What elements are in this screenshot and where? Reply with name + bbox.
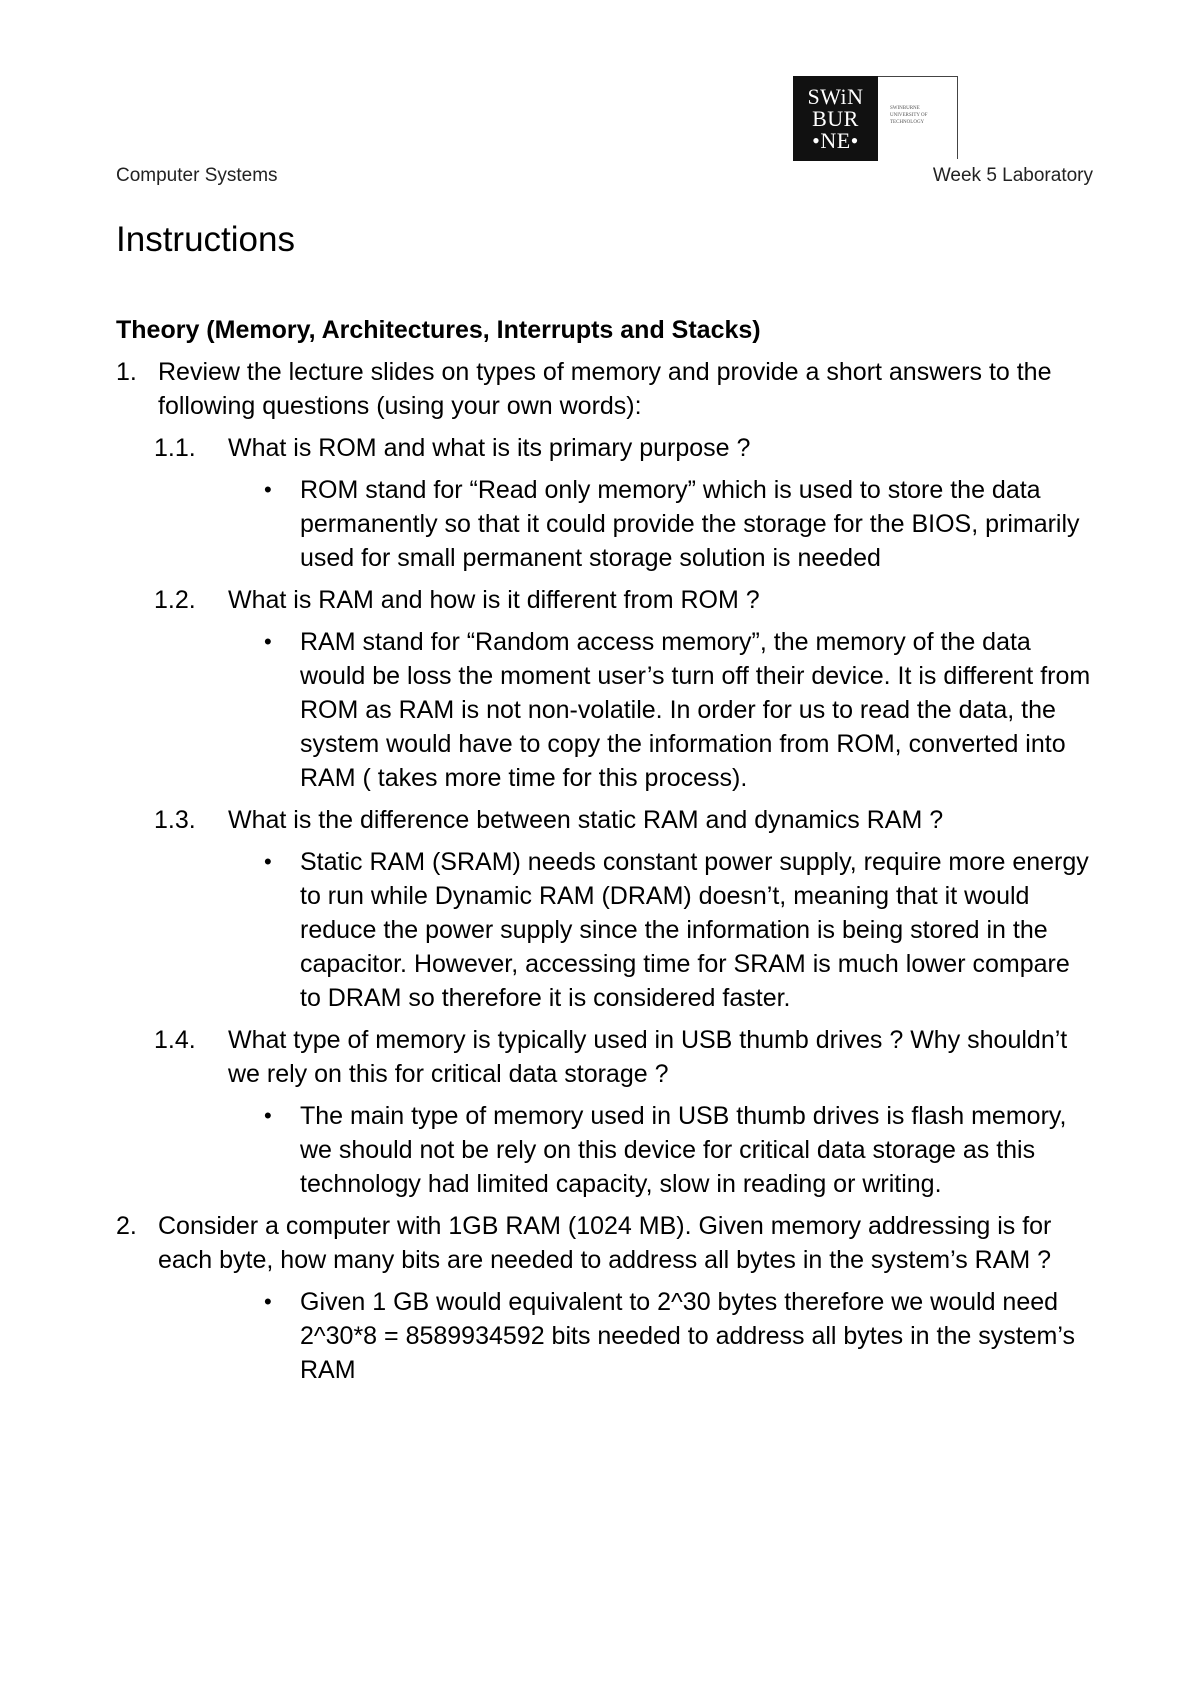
swinburne-logo: [793, 76, 959, 161]
question-1-3: [116, 803, 1096, 837]
answer-text: The main type of memory used in USB thumb drives is flash memory, we should not be rely on this device for critical data storage as this technology had limited capacity, slow in reading or writing.: [300, 1102, 1067, 1198]
question-number: 1.4.: [154, 1026, 196, 1054]
question-number: 1.3.: [154, 806, 196, 834]
question-text: What type of memory is typically used in USB thumb drives ? Why shouldn’t we rely on this for critical data storage ?: [228, 1026, 1068, 1088]
logo-line-1: SWiN: [807, 83, 864, 109]
bullet-icon: •: [264, 849, 272, 874]
question-text: Consider a computer with 1GB RAM (1024 MB). Given memory addressing is for each byte, how many bits are needed to address all bytes in the system’s RAM ?: [158, 1212, 1052, 1274]
answer-1-1: [116, 473, 1096, 575]
answer-text: Given 1 GB would equivalent to 2^30 bytes therefore we would need 2^30*8 = 8589934592 bits needed to address all bytes in the system’s RAM: [300, 1288, 1075, 1384]
document-body: [116, 313, 1096, 1395]
section-heading: Theory (Memory, Architectures, Interrupts and Stacks): [116, 316, 761, 344]
answer-1-2: [116, 625, 1096, 795]
question-1-1: [116, 431, 1096, 465]
logo-tagline-box: [878, 76, 958, 159]
question-number: 1.: [116, 358, 137, 386]
header-course: Computer Systems: [116, 165, 278, 186]
question-1-2: [116, 583, 1096, 617]
question-text: What is RAM and how is it different from ROM ?: [228, 586, 760, 614]
bullet-icon: •: [264, 477, 272, 502]
bullet-icon: •: [264, 1103, 272, 1128]
bullet-icon: •: [264, 1289, 272, 1314]
logo-line-2: BUR: [812, 105, 859, 131]
logo-mark: [793, 76, 878, 161]
question-text: Review the lecture slides on types of memory and provide a short answers to the following questions (using your own words):: [158, 358, 1052, 420]
question-text: What is the difference between static RAM and dynamics RAM ?: [228, 806, 944, 834]
logo-tagline: SWINBURNE UNIVERSITY OF TECHNOLOGY: [890, 106, 928, 125]
question-number: 1.1.: [154, 434, 196, 462]
answer-text: ROM stand for “Read only memory” which is used to store the data permanently so that it could provide the storage for the BIOS, primarily used for small permanent storage solution is needed: [300, 476, 1080, 572]
answer-text: RAM stand for “Random access memory”, the memory of the data would be loss the moment user’s turn off their device. It is different from ROM as RAM is not non-volatile. In order for us to read the data, the system would have to copy the information from ROM, converted into RAM ( takes more time for this process).: [300, 628, 1091, 792]
answer-1-4: [116, 1099, 1096, 1201]
question-number: 1.2.: [154, 586, 196, 614]
page-title: Instructions: [116, 220, 295, 259]
question-1: [116, 355, 1096, 423]
answer-1-3: [116, 845, 1096, 1015]
question-1-4: [116, 1023, 1096, 1091]
answer-2: [116, 1285, 1096, 1387]
logo-line-3: •NE•: [812, 127, 859, 153]
question-text: What is ROM and what is its primary purpose ?: [228, 434, 751, 462]
header-week: Week 5 Laboratory: [932, 165, 1093, 186]
bullet-icon: •: [264, 629, 272, 654]
question-number: 2.: [116, 1212, 137, 1240]
answer-text: Static RAM (SRAM) needs constant power supply, require more energy to run while Dynamic RAM (DRAM) doesn’t, meaning that it would reduce the power supply since the information is being stored in the capacitor. However, accessing time for SRAM is much lower compare to DRAM so therefore it is considered faster.: [300, 848, 1089, 1012]
question-2: [116, 1209, 1096, 1277]
